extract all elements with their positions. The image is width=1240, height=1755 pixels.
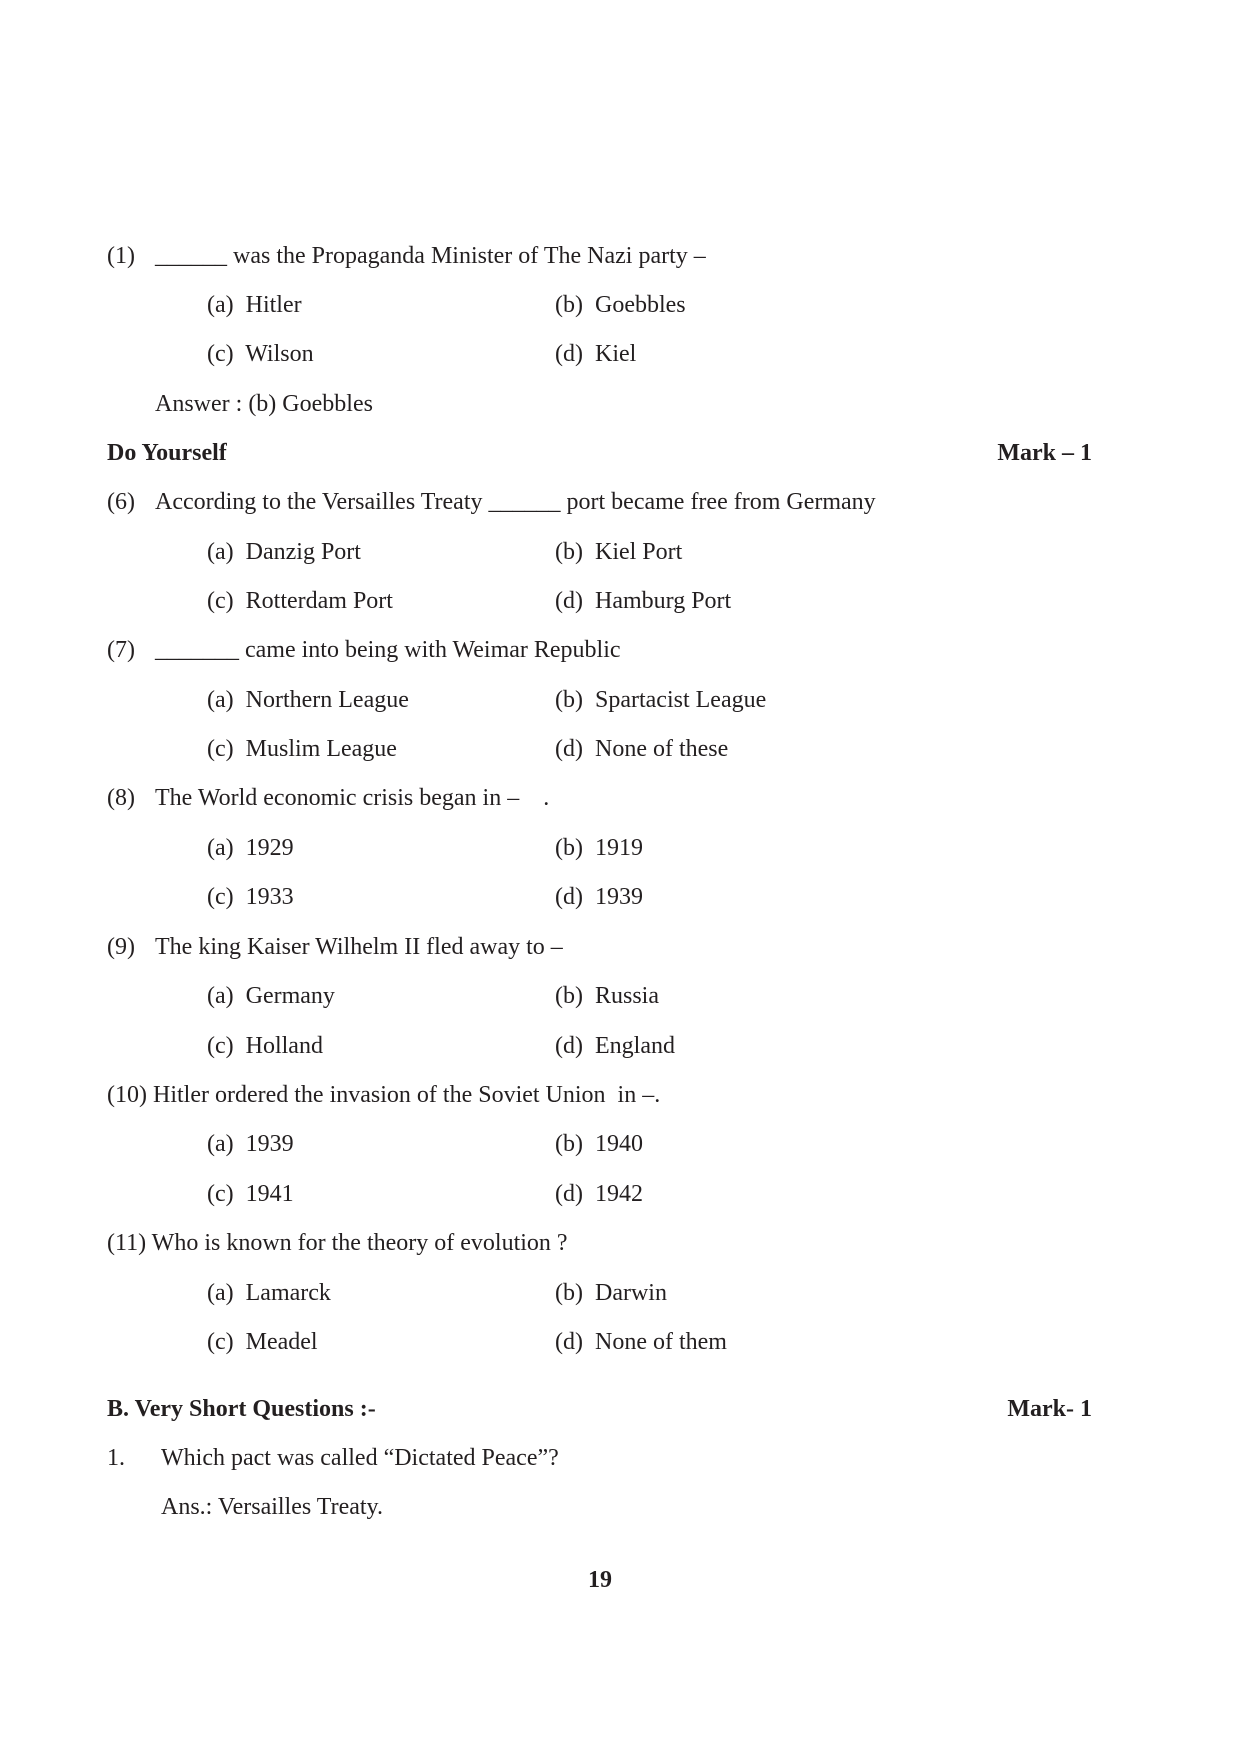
answer-text: Answer : (b) Goebbles [155, 391, 373, 417]
option-a: (a) Germany [207, 983, 335, 1009]
option-d: (d) None of these [555, 736, 729, 762]
option-a: (a) 1929 [207, 835, 294, 861]
question-text: Which pact was called “Dictated Peace”? [161, 1445, 559, 1471]
section-heading: B. Very Short Questions :- [107, 1396, 376, 1422]
question-number: (9) [107, 934, 135, 960]
option-b: (b) Spartacist League [555, 687, 767, 713]
option-c: (c) 1941 [207, 1181, 294, 1207]
option-d: (d) 1939 [555, 884, 643, 910]
option-b: (b) Goebbles [555, 292, 686, 318]
question-number: (8) [107, 785, 135, 811]
question-text: ______ was the Propaganda Minister of The Nazi party – [155, 243, 706, 269]
option-d: (d) Kiel [555, 341, 637, 367]
section-mark: Mark – 1 [997, 440, 1092, 466]
question-number: (6) [107, 489, 135, 515]
option-c: (c) Wilson [207, 341, 314, 367]
option-a: (a) Northern League [207, 687, 409, 713]
question-text: _______ came into being with Weimar Republic [155, 637, 621, 663]
question-number: (7) [107, 637, 135, 663]
option-a: (a) Lamarck [207, 1280, 331, 1306]
section-heading: Do Yourself [107, 440, 227, 466]
option-d: (d) Hamburg Port [555, 588, 732, 614]
option-c: (c) Holland [207, 1033, 323, 1059]
option-b: (b) Darwin [555, 1280, 667, 1306]
option-a: (a) Hitler [207, 292, 302, 318]
option-d: (d) England [555, 1033, 675, 1059]
question-text: The king Kaiser Wilhelm II fled away to – [155, 934, 563, 960]
question-text: (10) Hitler ordered the invasion of the Soviet Union in –. [107, 1082, 661, 1108]
question-text: The World economic crisis began in – . [155, 785, 550, 811]
option-b: (b) Russia [555, 983, 659, 1009]
option-b: (b) 1919 [555, 835, 643, 861]
option-b: (b) Kiel Port [555, 539, 683, 565]
answer-text: Ans.: Versailles Treaty. [161, 1494, 383, 1520]
option-d: (d) None of them [555, 1329, 727, 1355]
option-c: (c) Muslim League [207, 736, 397, 762]
page-number: 19 [588, 1567, 612, 1593]
option-c: (c) Rotterdam Port [207, 588, 393, 614]
question-text: (11) Who is known for the theory of evolution ? [107, 1230, 568, 1256]
option-a: (a) 1939 [207, 1131, 294, 1157]
option-c: (c) 1933 [207, 884, 294, 910]
option-d: (d) 1942 [555, 1181, 643, 1207]
section-mark: Mark- 1 [1007, 1396, 1092, 1422]
option-b: (b) 1940 [555, 1131, 643, 1157]
question-text: According to the Versailles Treaty ______ port became free from Germany [155, 489, 876, 515]
question-number: (1) [107, 243, 135, 269]
option-a: (a) Danzig Port [207, 539, 361, 565]
question-number: 1. [107, 1445, 125, 1471]
option-c: (c) Meadel [207, 1329, 318, 1355]
